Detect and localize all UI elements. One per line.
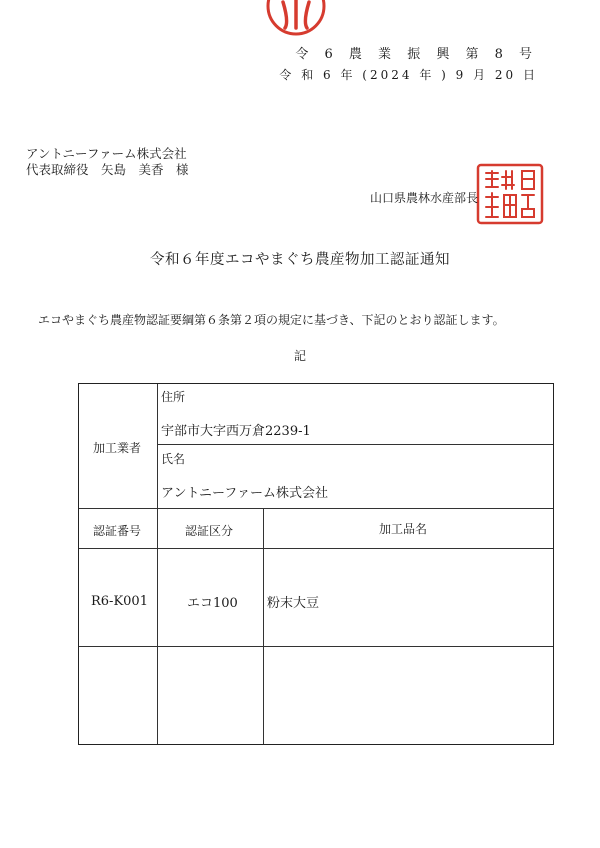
product-value: 粉末大豆: [267, 596, 320, 611]
document-number: 令 6 農 業 振 興 第 8 号: [295, 47, 538, 62]
table-divider: [79, 548, 553, 549]
seal-stamp-icon: [265, 0, 327, 40]
prefecture-seal-icon: [476, 163, 544, 225]
table-divider: [157, 384, 158, 508]
certification-table: [78, 383, 554, 745]
table-divider: [79, 508, 553, 509]
name-value: アントニーファーム株式会社: [161, 486, 329, 501]
processor-label: 加工業者: [93, 441, 142, 455]
cert-category-value: エコ100: [187, 596, 238, 611]
col-header-cert-category: 認証区分: [185, 524, 234, 538]
address-label: 住所: [161, 390, 186, 404]
recipient-person: 代表取締役 矢島 美香 様: [26, 162, 189, 177]
address-value: 宇部市大字西万倉2239-1: [161, 424, 311, 439]
col-header-product: 加工品名: [379, 522, 428, 536]
name-label: 氏名: [161, 452, 186, 466]
ki-heading: 記: [293, 349, 306, 363]
sender-name: 山口県農林水産部長: [370, 191, 479, 205]
document-date: 令 和 6 年 (2024 年 ) 9 月 20 日: [279, 68, 538, 82]
table-divider: [79, 646, 553, 647]
col-header-cert-number: 認証番号: [93, 524, 142, 538]
body-text: エコやまぐち農産物認証要綱第６条第２項の規定に基づき、下記のとおり認証します。: [38, 313, 505, 327]
document-title: 令和６年度エコやまぐち農産物加工認証通知: [150, 252, 450, 268]
table-divider: [157, 508, 158, 744]
cert-number-value: R6-K001: [91, 594, 148, 609]
table-divider: [157, 444, 553, 445]
table-divider: [263, 508, 264, 744]
recipient-company: アントニーファーム株式会社: [26, 146, 187, 161]
